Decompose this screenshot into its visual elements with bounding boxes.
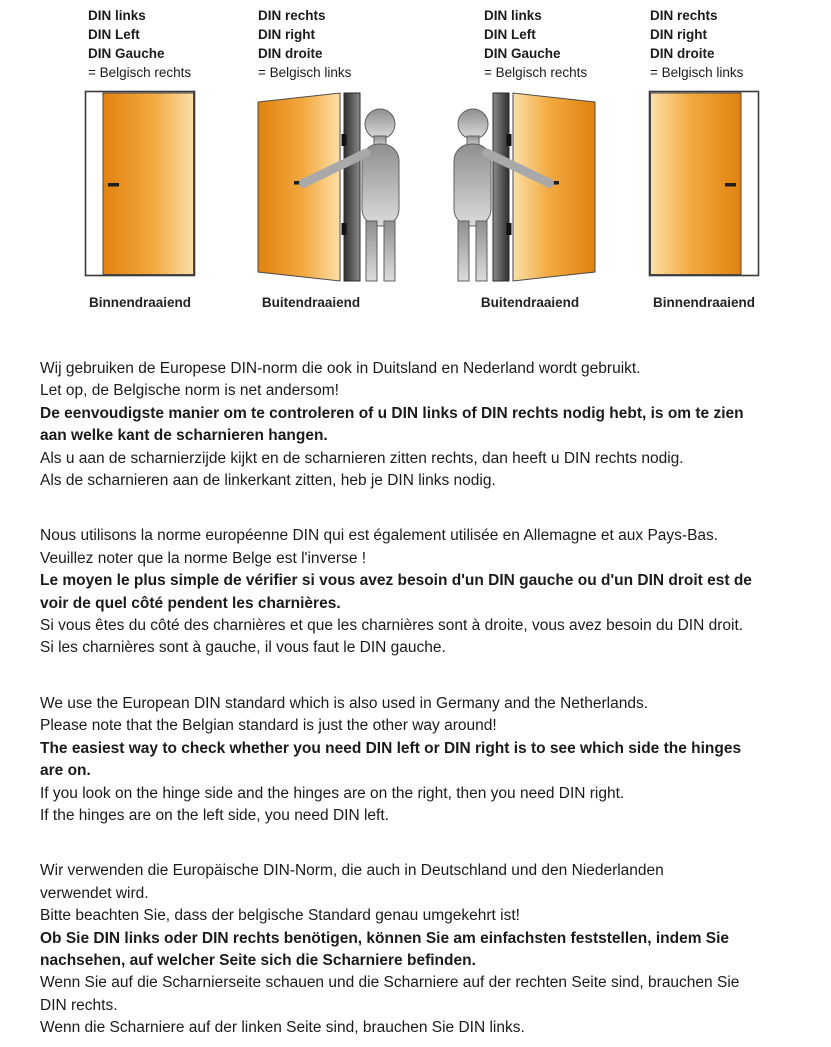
person-head <box>365 109 395 139</box>
paragraph-line: Le moyen le plus simple de vérifier si vous avez besoin d'un DIN gauche ou d'un DIN droit est de <box>40 572 752 590</box>
diagram-column-din-links-binnendraaiend <box>84 6 196 312</box>
paragraph-line: voir de quel côté pendent les charnières. <box>40 594 341 612</box>
din-label-line: DIN links <box>484 8 542 23</box>
door-jamb <box>344 93 360 281</box>
paragraph-line: Ob Sie DIN links oder DIN rechts benötigen, können Sie am einfachsten feststellen, indem Sie <box>40 929 730 947</box>
diagram-caption: Buitendraaiend <box>261 295 361 310</box>
text-section <box>0 322 831 1040</box>
person-leg <box>458 221 469 281</box>
diagram-labels <box>256 6 408 82</box>
hinge-top-icon <box>342 134 347 146</box>
diagram-column-din-links-buitendraaiend <box>445 6 597 312</box>
paragraph-line: If you look on the hinge side and the hinges are on the right, then you need DIN right. <box>40 784 625 802</box>
paragraph-line: Wenn die Scharniere auf der linken Seite sind, brauchen Sie DIN links. <box>40 1019 525 1037</box>
door-person-icon <box>256 90 408 286</box>
person-hand <box>299 178 309 188</box>
door-jamb <box>493 93 509 281</box>
paragraph-line: We use the European DIN standard which is also used in Germany and the Netherlands. <box>40 694 648 712</box>
hinge-bottom-icon <box>342 223 347 235</box>
door-panel <box>258 93 340 281</box>
paragraph-line: verwendet wird. <box>40 884 149 902</box>
door-inward-icon <box>84 90 196 286</box>
door-inward-icon <box>648 90 760 286</box>
diagram-caption: Buitendraaiend <box>480 295 580 310</box>
paragraph-line: Veuillez noter que la norme Belge est l'inverse ! <box>40 549 367 567</box>
person-leg <box>476 221 487 281</box>
din-label-line: DIN Left <box>88 27 140 42</box>
paragraph <box>40 860 801 1039</box>
paragraph-line: Please note that the Belgian standard is just the other way around! <box>40 717 497 735</box>
paragraph-line: Wir verwenden die Europäische DIN-Norm, die auch in Deutschland und den Niederlanden <box>40 862 664 880</box>
belgisch-label-line: = Belgisch links <box>650 65 744 80</box>
din-label-line: DIN Gauche <box>88 46 165 61</box>
paragraph-line: Let op, de Belgische norm is net andersom! <box>40 382 339 400</box>
din-label-line: DIN Left <box>484 27 536 42</box>
hinge-bottom-icon <box>507 223 512 235</box>
paragraph <box>40 693 801 827</box>
door-diagrams-band <box>0 0 831 322</box>
paragraph <box>40 358 801 492</box>
din-label-line: DIN rechts <box>258 8 326 23</box>
din-label-line: DIN right <box>650 27 707 42</box>
paragraph-line: Wij gebruiken de Europese DIN-norm die ook in Duitsland en Nederland wordt gebruikt. <box>40 360 641 377</box>
paragraph-line: aan welke kant de scharnieren hangen. <box>40 427 328 445</box>
belgisch-label-line: = Belgisch rechts <box>484 65 588 80</box>
paragraph-line: Als u aan de scharnierzijde kijkt en de scharnieren zitten rechts, dan heeft u DIN rechts nodig. <box>40 449 684 467</box>
paragraph-line: Nous utilisons la norme européenne DIN qui est également utilisée en Allemagne et aux Pays-Bas. <box>40 527 719 545</box>
diagram-column-din-rechts-binnendraaiend <box>648 6 760 312</box>
paragraph-line: Si vous êtes du côté des charnières et que les charnières sont à droite, vous avez besoin du DIN droit. <box>40 617 744 635</box>
belgisch-label-line: = Belgisch rechts <box>88 65 192 80</box>
din-label-line: DIN rechts <box>650 8 718 23</box>
din-label-line: DIN right <box>258 27 315 42</box>
din-label-line: DIN droite <box>258 46 323 61</box>
person-leg <box>384 221 395 281</box>
din-label-line: DIN droite <box>650 46 715 61</box>
paragraph-line: DIN rechts. <box>40 996 118 1014</box>
person-leg <box>366 221 377 281</box>
person-head <box>458 109 488 139</box>
paragraph-line: If the hinges are on the left side, you need DIN left. <box>40 806 389 824</box>
diagram-labels <box>445 6 597 82</box>
diagram-labels <box>84 6 196 82</box>
paragraph-line: Bitte beachten Sie, dass der belgische Standard genau umgekehrt ist! <box>40 907 520 925</box>
diagram-caption: Binnendraaiend <box>88 295 191 310</box>
door-panel <box>513 93 595 281</box>
diagram-column-din-rechts-buitendraaiend <box>256 6 408 312</box>
paragraph-line: Wenn Sie auf die Scharnierseite schauen und die Scharniere auf der rechten Seite sind, brauchen Sie <box>40 974 740 992</box>
paragraph-line: nachsehen, auf welcher Seite sich die Scharniere befinden. <box>40 951 476 969</box>
person-hand <box>544 178 554 188</box>
paragraph-line: are on. <box>40 762 91 780</box>
belgisch-label-line: = Belgisch links <box>258 65 352 80</box>
din-label-line: DIN Gauche <box>484 46 561 61</box>
door-handle <box>108 183 119 187</box>
paragraph-line: Si les charnières sont à gauche, il vous faut le DIN gauche. <box>40 639 446 657</box>
paragraph-line: The easiest way to check whether you need DIN left or DIN right is to see which side the hinges <box>40 739 742 757</box>
din-label-line: DIN links <box>88 8 146 23</box>
diagram-labels <box>648 6 760 82</box>
paragraph-line: De eenvoudigste manier om te controleren of u DIN links of DIN rechts nodig hebt, is om te zien <box>40 404 744 422</box>
door-person-icon <box>445 90 597 286</box>
paragraph <box>40 525 801 659</box>
diagram-caption: Binnendraaiend <box>652 295 755 310</box>
hinge-top-icon <box>507 134 512 146</box>
paragraph-line: Als de scharnieren aan de linkerkant zitten, heb je DIN links nodig. <box>40 472 496 490</box>
door-handle <box>725 183 736 187</box>
